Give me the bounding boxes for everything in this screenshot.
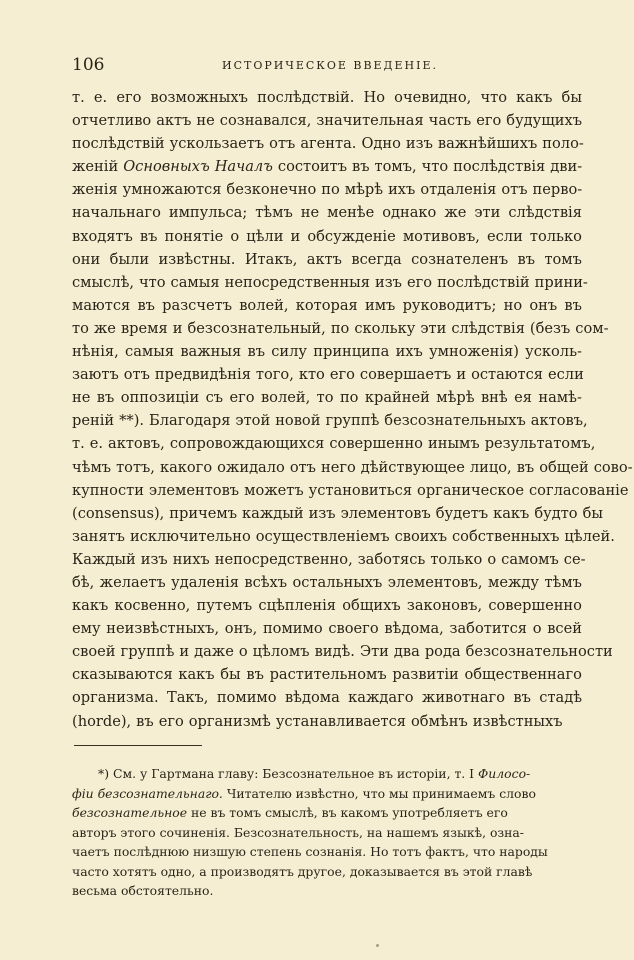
text-line: отчетливо актъ не сознавался, значительная часть его будущихъ [72, 112, 583, 130]
text-line: заютъ отъ предвидѣнія того, кто его совершаетъ и остаются если [72, 366, 584, 384]
text-line: своей группѣ и даже о цѣломъ видѣ. Эти два рода безсознательности [72, 643, 613, 661]
page-speck [376, 944, 379, 947]
text-line: женій Основныхъ Началъ состоитъ въ томъ, что послѣдствія дви- [72, 158, 583, 176]
footnote-line: *) См. у Гартмана главу: Безсознательное въ исторіи, т. I Филосо- [98, 766, 531, 781]
text-line: Каждый изъ нихъ непосредственно, заботясь только о самомъ се- [72, 550, 586, 568]
body-text [72, 86, 633, 733]
text-line: входятъ въ понятіе о цѣли и обсужденіе мотивовъ, если только [72, 227, 582, 245]
page-header [72, 55, 582, 79]
footnote [72, 764, 582, 901]
footnote-line: чаетъ послѣднюю низшую степень сознанія. Но тотъ фактъ, что народы [72, 844, 548, 859]
text-line: маются въ разсчетъ волей, которая имъ руководитъ; но онъ въ [72, 296, 582, 314]
text-line: (horde), въ его организмѣ устанавливается обмѣнъ извѣстныхъ [72, 712, 563, 730]
footnote-line: безсознательное не въ томъ смыслѣ, въ какомъ употребляетъ его [72, 805, 508, 820]
running-title: ИСТОРИЧЕСКОЕ ВВЕДЕНІЕ. [222, 59, 438, 72]
text-line: реній **). Благодаря этой новой группѣ безсознательныхъ актовъ, [72, 412, 588, 430]
text-line: не въ оппозиціи съ его волей, то по крайней мѣрѣ внѣ ея намѣ- [72, 389, 582, 407]
text-line: какъ косвенно, путемъ сцѣпленія общихъ законовъ, совершенно [72, 597, 582, 615]
text-line: послѣдствій ускользаетъ отъ агента. Одно изъ важнѣйшихъ поло- [72, 135, 584, 153]
text-line: занятъ исключительно осуществленіемъ своихъ собственныхъ цѣлей. [72, 527, 615, 545]
text-line: (consensus), причемъ каждый изъ элементовъ будетъ какъ будто бы [72, 504, 603, 522]
footnote-line: фіи безсознательнаго. Читателю извѣстно, что мы принимаемъ слово [72, 785, 536, 801]
page-number: 106 [72, 55, 105, 75]
text-line: смыслѣ, что самыя непосредственныя изъ его послѣдствій прини- [72, 273, 588, 291]
text-line: купности элементовъ можетъ установиться органическое согласованіе [72, 481, 629, 499]
text-line: чѣмъ тотъ, какого ожидало отъ него дѣйствующее лицо, въ общей сово- [72, 458, 633, 476]
footnote-line: весьма обстоятельно. [72, 883, 214, 898]
footnote-line: часто хотятъ одно, а производятъ другое, доказывается въ этой главѣ [72, 863, 533, 879]
text-line: т. е. его возможныхъ послѣдствій. Но очевидно, что какъ бы [72, 89, 582, 106]
text-line: то же время и безсознательный, по скольку эти слѣдствія (безъ сом- [72, 319, 609, 337]
text-line: нѣнія, самыя важныя въ силу принципа ихъ умноженія) усколь- [72, 343, 582, 361]
text-line: бѣ, желаетъ удаленія всѣхъ остальныхъ элементовъ, между тѣмъ [72, 573, 582, 591]
text-line: женія умножаются безконечно по мѣрѣ ихъ отдаленія отъ перво- [72, 181, 583, 199]
text-line: сказываются какъ бы въ растительномъ развитіи общественнаго [72, 666, 582, 684]
text-line: они были извѣстны. Итакъ, актъ всегда сознателенъ въ томъ [72, 250, 582, 268]
text-line: т. е. актовъ, сопровождающихся совершенно инымъ результатомъ, [72, 435, 596, 453]
text-line: организма. Такъ, помимо вѣдома каждаго животнаго въ стадѣ [72, 689, 582, 707]
footnote-line: авторъ этого сочиненія. Безсознательность, на нашемъ языкѣ, озна- [72, 824, 524, 840]
text-line: начальнаго импульса; тѣмъ не менѣе однако же эти слѣдствія [72, 204, 582, 222]
footnote-separator [74, 745, 202, 746]
text-line: ему неизвѣстныхъ, онъ, помимо своего вѣдома, заботится о всей [72, 620, 582, 638]
